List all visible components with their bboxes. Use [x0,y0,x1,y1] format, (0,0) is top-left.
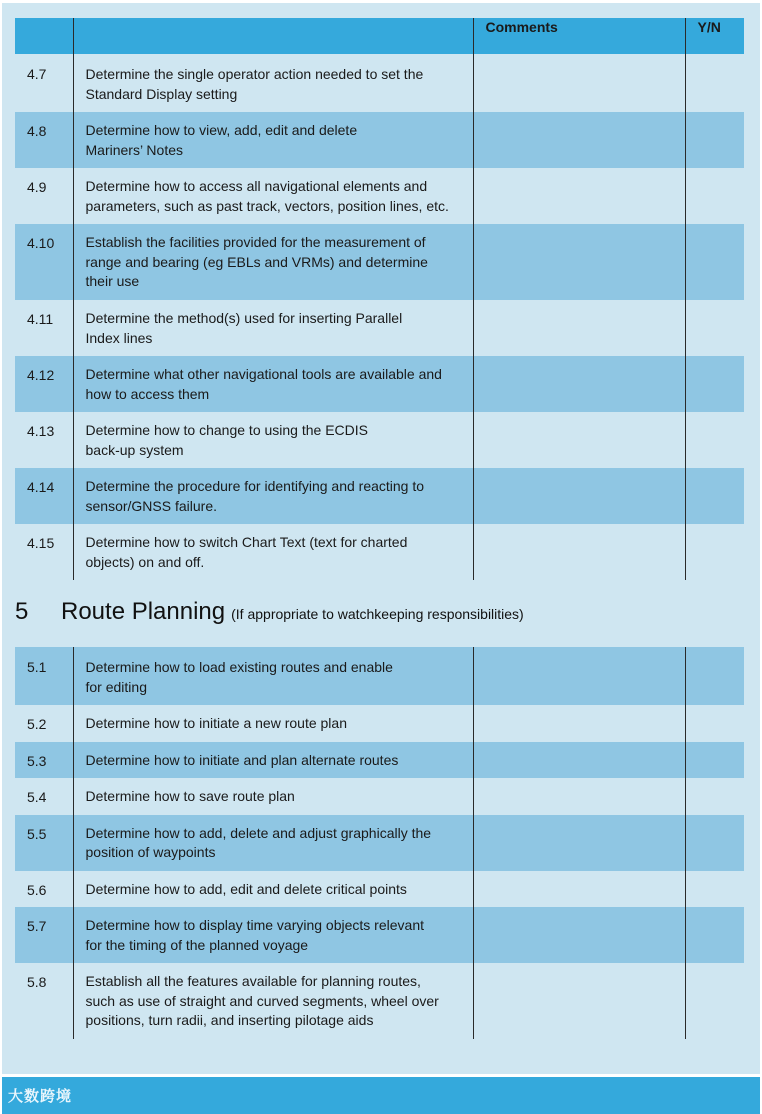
yn-cell[interactable] [685,742,744,779]
yn-cell[interactable] [685,112,744,168]
comments-cell[interactable] [473,907,685,963]
item-description: Establish the facilities provided for the measurement of range and bearing (eg EBLs and VRMs) and determine their use [73,224,473,300]
item-description: Determine how to initiate a new route plan [73,705,473,742]
yn-cell[interactable] [685,963,744,1039]
comments-cell[interactable] [473,224,685,300]
comments-cell[interactable] [473,647,685,705]
header-number [15,18,73,54]
item-description: Determine how to display time varying objects relevant for the timing of the planned voyage [73,907,473,963]
footer-bar [2,1077,760,1114]
section5-checklist-table [15,647,744,1039]
comments-cell[interactable] [473,356,685,412]
item-number: 4.11 [15,300,73,356]
item-description: Determine how to save route plan [73,778,473,815]
section-title [15,598,524,626]
item-description: Determine how to access all navigational elements and parameters, such as past track, vectors, position lines, etc. [73,168,473,224]
item-description: Determine how to add, delete and adjust graphically the position of waypoints [73,815,473,871]
yn-cell[interactable] [685,524,744,580]
comments-cell[interactable] [473,54,685,112]
item-description: Determine how to add, edit and delete critical points [73,871,473,908]
table-row [15,300,744,356]
comments-cell[interactable] [473,705,685,742]
item-number: 5.4 [15,778,73,815]
yn-cell[interactable] [685,356,744,412]
item-number: 4.9 [15,168,73,224]
item-number: 5.3 [15,742,73,779]
table-header-row [15,18,744,54]
watermark-logo: 大数跨境 [8,1088,73,1105]
table-row [15,412,744,468]
table-row [15,647,744,705]
section-number: 5 [15,598,29,625]
item-description: Determine how to initiate and plan alternate routes [73,742,473,779]
header-yn: Y/N [685,18,744,54]
item-description: Determine how to load existing routes and enable for editing [73,647,473,705]
table-row [15,907,744,963]
table-row [15,468,744,524]
item-description: Determine how to change to using the ECDIS back-up system [73,412,473,468]
comments-cell[interactable] [473,742,685,779]
yn-cell[interactable] [685,815,744,871]
table-row [15,112,744,168]
comments-cell[interactable] [473,524,685,580]
item-description: Determine the method(s) used for inserting Parallel Index lines [73,300,473,356]
item-number: 5.2 [15,705,73,742]
table-row [15,524,744,580]
section-name: Route Planning [61,598,226,625]
item-number: 5.5 [15,815,73,871]
item-number: 4.7 [15,54,73,112]
comments-cell[interactable] [473,871,685,908]
item-description: Determine the single operator action needed to set the Standard Display setting [73,54,473,112]
item-description: Establish all the features available for planning routes, such as use of straight and curved segments, wheel over positions, turn radii, and inserting pilotage aids [73,963,473,1039]
table-row [15,778,744,815]
yn-cell[interactable] [685,300,744,356]
comments-cell[interactable] [473,168,685,224]
yn-cell[interactable] [685,412,744,468]
item-description: Determine what other navigational tools are available and how to access them [73,356,473,412]
table-row [15,871,744,908]
item-number: 5.1 [15,647,73,705]
item-description: Determine how to view, add, edit and delete Mariners’ Notes [73,112,473,168]
item-description: Determine the procedure for identifying and reacting to sensor/GNSS failure. [73,468,473,524]
table-row [15,54,744,112]
comments-cell[interactable] [473,112,685,168]
section-note: (If appropriate to watchkeeping responsibilities) [231,606,524,622]
comments-cell[interactable] [473,412,685,468]
yn-cell[interactable] [685,705,744,742]
yn-cell[interactable] [685,647,744,705]
comments-cell[interactable] [473,778,685,815]
item-number: 5.8 [15,963,73,1039]
yn-cell[interactable] [685,907,744,963]
yn-cell[interactable] [685,778,744,815]
yn-cell[interactable] [685,871,744,908]
item-number: 4.10 [15,224,73,300]
comments-cell[interactable] [473,963,685,1039]
comments-cell[interactable] [473,815,685,871]
yn-cell[interactable] [685,468,744,524]
table-row [15,356,744,412]
header-description [73,18,473,54]
table-row [15,963,744,1039]
item-number: 5.7 [15,907,73,963]
item-number: 4.15 [15,524,73,580]
section4-checklist-table [15,18,744,580]
comments-cell[interactable] [473,468,685,524]
table-row [15,742,744,779]
item-description: Determine how to switch Chart Text (text for charted objects) on and off. [73,524,473,580]
header-comments: Comments [473,18,685,54]
item-number: 4.12 [15,356,73,412]
item-number: 4.8 [15,112,73,168]
yn-cell[interactable] [685,224,744,300]
yn-cell[interactable] [685,168,744,224]
table-row [15,168,744,224]
item-number: 4.13 [15,412,73,468]
table-row [15,224,744,300]
comments-cell[interactable] [473,300,685,356]
item-number: 5.6 [15,871,73,908]
table-row [15,705,744,742]
item-number: 4.14 [15,468,73,524]
yn-cell[interactable] [685,54,744,112]
table-row [15,815,744,871]
